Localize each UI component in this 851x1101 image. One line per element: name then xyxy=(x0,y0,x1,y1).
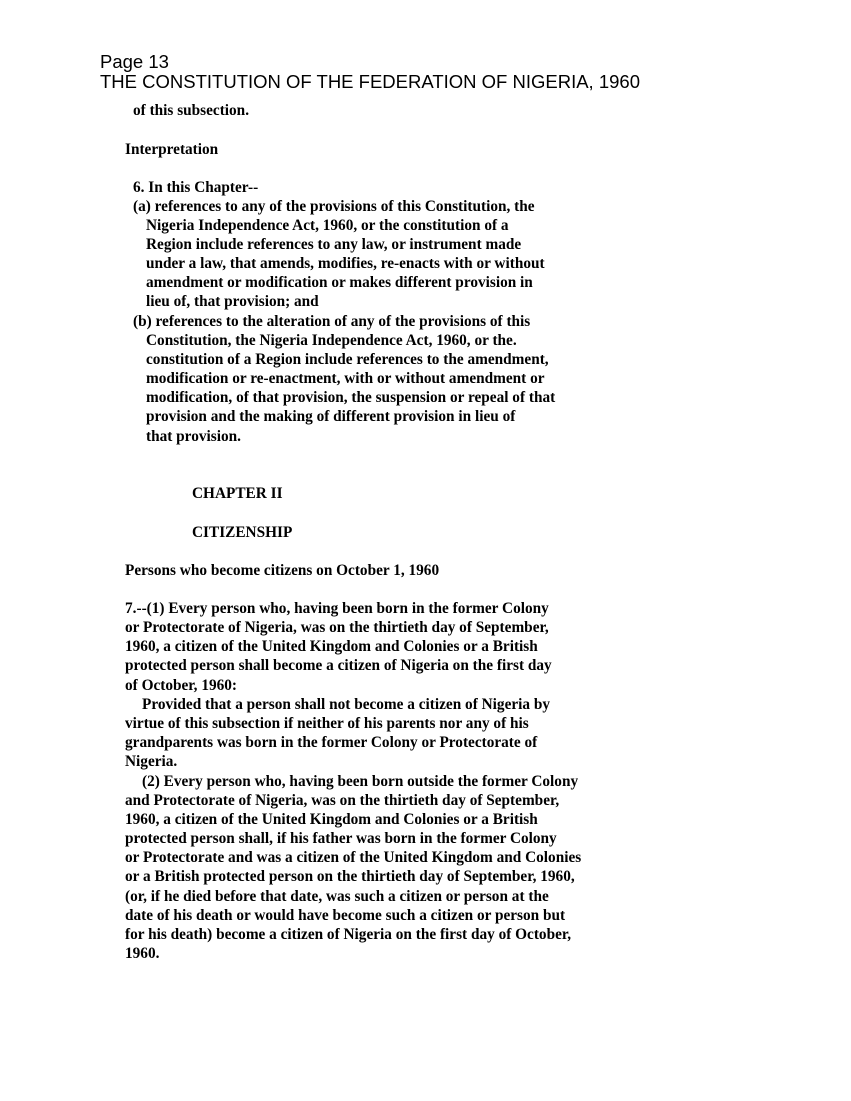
para-a-line: (a) references to any of the provisions of this Constitution, the xyxy=(133,198,535,215)
para-a-line: Region include references to any law, or instrument made xyxy=(146,236,522,253)
para-b-line: constitution of a Region include references to the amendment, xyxy=(146,351,549,368)
chapter-title: CITIZENSHIP xyxy=(192,524,293,541)
subsection-2-line: 1960. xyxy=(125,945,160,962)
citizens-heading: Persons who become citizens on October 1, 1960 xyxy=(125,562,440,579)
para-b-line: provision and the making of different provision in lieu of xyxy=(146,408,516,425)
proviso-line: grandparents was born in the former Colony or Protectorate of xyxy=(125,734,538,751)
subsection-2-line: 1960, a citizen of the United Kingdom and Colonies or a British xyxy=(125,811,538,828)
para-b-line: (b) references to the alteration of any of the provisions of this xyxy=(133,313,531,330)
para-b-line: that provision. xyxy=(146,428,241,445)
subsection-2-line: and Protectorate of Nigeria, was on the thirtieth day of September, xyxy=(125,792,560,809)
subsection-2-line: for his death) become a citizen of Nigeria on the first day of October, xyxy=(125,926,572,943)
document-title: THE CONSTITUTION OF THE FEDERATION OF NIGERIA, 1960 xyxy=(100,71,640,92)
subsection-2-line: (2) Every person who, having been born outside the former Colony xyxy=(142,773,579,790)
para-a-line: amendment or modification or makes different provision in xyxy=(146,274,533,291)
para-a-line: under a law, that amends, modifies, re-enacts with or without xyxy=(146,255,545,272)
proviso-line: virtue of this subsection if neither of his parents nor any of his xyxy=(125,715,529,732)
subsection-2-line: (or, if he died before that date, was such a citizen or person at the xyxy=(125,888,549,905)
page-number: Page 13 xyxy=(100,51,169,72)
subsection-1-line: 1960, a citizen of the United Kingdom and Colonies or a British xyxy=(125,638,538,655)
para-b-line: modification, of that provision, the suspension or repeal of that xyxy=(146,389,556,406)
continuation-text: of this subsection. xyxy=(133,102,250,119)
subsection-1-line: or Protectorate of Nigeria, was on the thirtieth day of September, xyxy=(125,619,549,636)
subsection-1-line: of October, 1960: xyxy=(125,677,238,694)
section-6-intro: 6. In this Chapter-- xyxy=(133,179,259,196)
subsection-1-line: protected person shall become a citizen of Nigeria on the first day xyxy=(125,657,552,674)
page-header xyxy=(100,52,640,92)
subsection-2-line: protected person shall, if his father was born in the former Colony xyxy=(125,830,557,847)
proviso-line: Provided that a person shall not become a citizen of Nigeria by xyxy=(142,696,551,713)
subsection-2-line: or a British protected person on the thirtieth day of September, 1960, xyxy=(125,868,575,885)
para-b-line: Constitution, the Nigeria Independence Act, 1960, or the. xyxy=(146,332,517,349)
subsection-2-line: or Protectorate and was a citizen of the United Kingdom and Colonies xyxy=(125,849,582,866)
proviso-line: Nigeria. xyxy=(125,753,178,770)
para-b-line: modification or re-enactment, with or without amendment or xyxy=(146,370,545,387)
subsection-1-line: 7.--(1) Every person who, having been born in the former Colony xyxy=(125,600,549,617)
para-a-line: lieu of, that provision; and xyxy=(146,293,319,310)
para-a-line: Nigeria Independence Act, 1960, or the constitution of a xyxy=(146,217,509,234)
subsection-2-line: date of his death or would have become such a citizen or person but xyxy=(125,907,566,924)
interpretation-heading: Interpretation xyxy=(125,141,219,158)
chapter-number: CHAPTER II xyxy=(192,485,283,502)
